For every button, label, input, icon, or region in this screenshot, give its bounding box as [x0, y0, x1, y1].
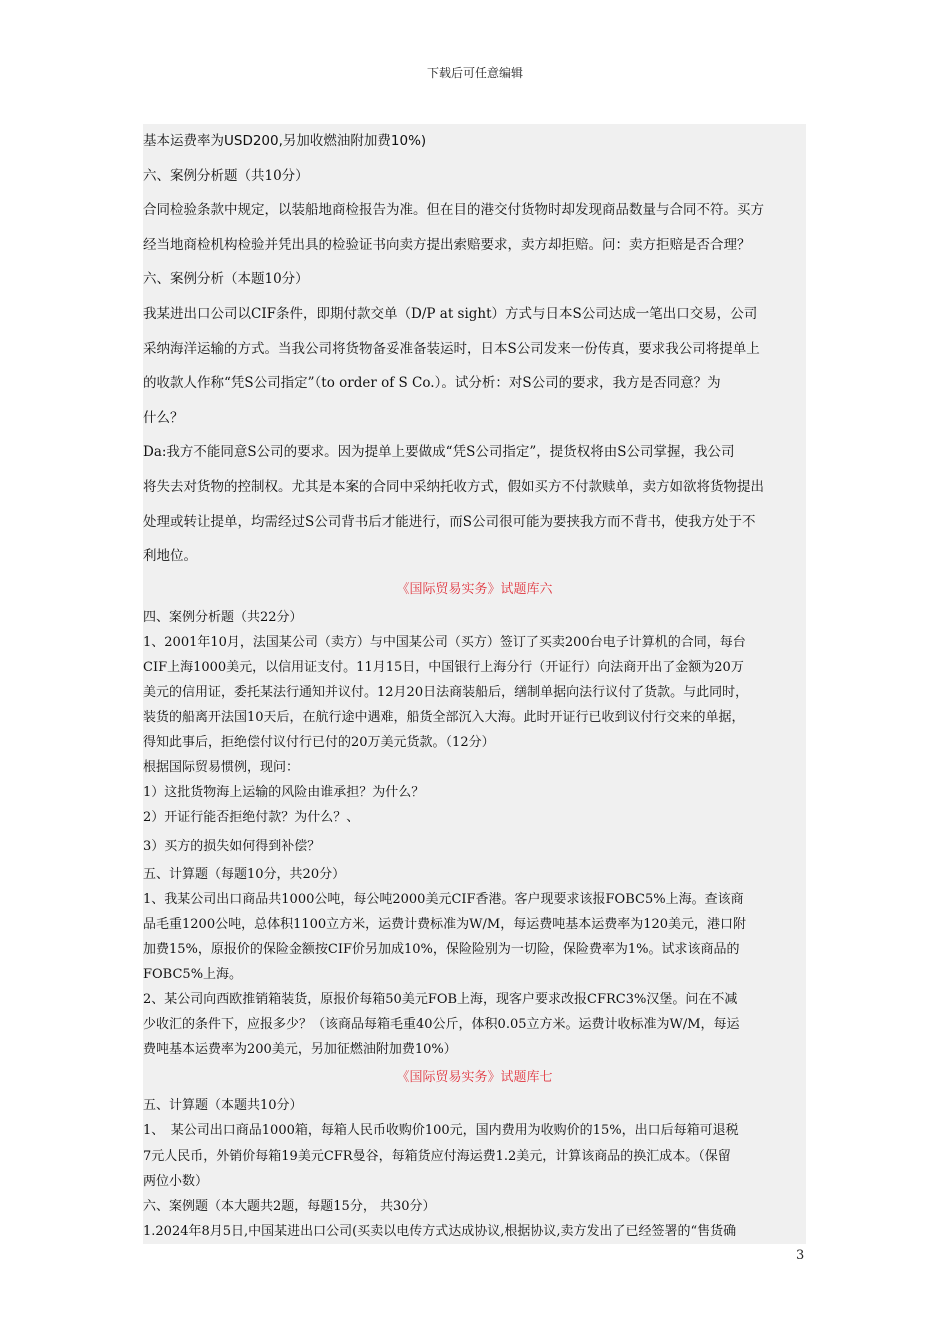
text-line: 美元的信用证，委托某法行通知并议付。12月20日法商装船后，缮制单据向法行议付了货款。与此同时，: [143, 685, 749, 700]
text-line: 2、某公司向西欧推销箱装货，原报价每箱50美元FOB上海，现客户要求改报CFRC3%汉堡。问在不减: [143, 992, 738, 1008]
answer-line: 处理或转让提单，均需经过S公司背书后才能进行，而S公司很可能为要挟我方而不背书，使我方处于不: [143, 513, 756, 530]
text-line: 什么？: [143, 409, 184, 426]
text-line: 我某进出口公司以CIF条件，即期付款交单（D/P at sight）方式与日本S公司达成一笔出口交易，公司: [143, 305, 758, 322]
question-heading: 四、案例分析题（共22分）: [143, 609, 303, 625]
question-bank-six: [143, 574, 806, 1063]
text-line: 得知此事后，拒绝偿付议付行已付的20万美元货款。（12分）: [143, 735, 495, 751]
page-number: 3: [796, 1248, 805, 1263]
text-line: 1.2024年8月5日,中国某进出口公司(买卖以电传方式达成协议,根据协议,卖方发出了已经签署的“售货确: [143, 1223, 737, 1239]
question-heading: 六、案例分析（本题10分）: [143, 271, 309, 288]
question-heading: 六、案例分析题（共10分）: [143, 167, 309, 184]
question-heading: 六、案例题（本大题共2题，每题15分， 共30分）: [143, 1198, 436, 1214]
sub-question: 1）这批货物海上运输的风险由谁承担？为什么？: [143, 785, 425, 801]
text-line: 根据国际贸易惯例，现问：: [143, 760, 300, 776]
text-line: 7元人民币，外销价每箱19美元CFR曼谷，每箱货应付海运费1.2美元，计算该商品的换汇成本。（保留: [143, 1148, 731, 1164]
sub-question: 2）开证行能否拒绝付款？为什么？、: [143, 810, 360, 826]
text-line: FOBC5%上海。: [143, 966, 243, 982]
section-case-analysis: [143, 124, 806, 574]
answer-line: Da:我方不能同意S公司的要求。因为提单上要做成“凭S公司指定”，提货权将由S公司掌握，我公司: [143, 444, 735, 461]
section-title: 《国际贸易实务》试题库六: [396, 581, 553, 597]
text-line: 费吨基本运费率为200美元，另加征燃油附加费10%）: [143, 1042, 457, 1058]
text-line: 采纳海洋运输的方式。当我公司将货物备妥准备装运时，日本S公司发来一份传真，要求我公司将提单上: [143, 340, 760, 357]
text-line: 的收款人作称“凭S公司指定”（to order of S Co.）。试分析：对S公司的要求，我方是否同意？为: [143, 375, 721, 392]
question-heading: 五、计算题（本题共10分）: [143, 1098, 303, 1114]
sub-question: 3）买方的损失如何得到补偿？: [143, 838, 321, 854]
text-line: 品毛重1200公吨，总体积1100立方米，运费计费标准为W/M，每运费吨基本运费率为120美元，港口附: [143, 916, 747, 932]
text-line: 两位小数）: [143, 1173, 209, 1189]
text-line: 装货的船离开法国10天后，在航行途中遇难，船货全部沉入大海。此时开证行已收到议付行交来的单据，: [143, 710, 745, 726]
question-bank-seven: [143, 1062, 806, 1244]
page-header: 下载后可任意编辑: [426, 66, 523, 80]
section-title: 《国际贸易实务》试题库七: [396, 1070, 553, 1086]
text-line: 少收汇的条件下，应报多少？（该商品每箱毛重40公斤，体积0.05立方米。运费计收标准为W/M，每运: [143, 1017, 740, 1033]
text-line: CIF上海1000美元，以信用证支付。11月15日，中国银行上海分行（开证行）向法商开出了金额为20万: [143, 659, 744, 675]
answer-line: 利地位。: [143, 548, 197, 565]
text-line: 1、2001年10月，法国某公司（卖方）与中国某公司（买方）签订了买卖200台电子计算机的合同，每台: [143, 634, 746, 650]
text-line: 合同检验条款中规定，以装船地商检报告为准。但在目的港交付货物时却发现商品数量与合同不符。买方: [143, 202, 764, 219]
document-body: [143, 124, 806, 1244]
text-line: 1、我某公司出口商品共1000公吨，每公吨2000美元CIF香港。客户现要求该报FOBC5%上海。查该商: [143, 891, 744, 907]
text-line: 1、 某公司出口商品1000箱，每箱人民币收购价100元，国内费用为收购价的15%，出口后每箱可退税: [143, 1123, 739, 1139]
text-line: 加费15%，原报价的保险金额按CIF价另加成10%，保险险别为一切险，保险费率为1%。试求该商品的: [143, 941, 740, 957]
question-heading: 五、计算题（每题10分，共20分）: [143, 866, 346, 882]
answer-line: 将失去对货物的控制权。尤其是本案的合同中采纳托收方式，假如买方不付款赎单，卖方如欲将货物提出: [143, 478, 764, 495]
text-line: 经当地商检机构检验并凭出具的检验证书向卖方提出索赔要求，卖方却拒赔。问：卖方拒赔是否合理？: [143, 236, 751, 253]
text-line: 基本运费率为USD200,另加收燃油附加费10%): [143, 133, 427, 149]
